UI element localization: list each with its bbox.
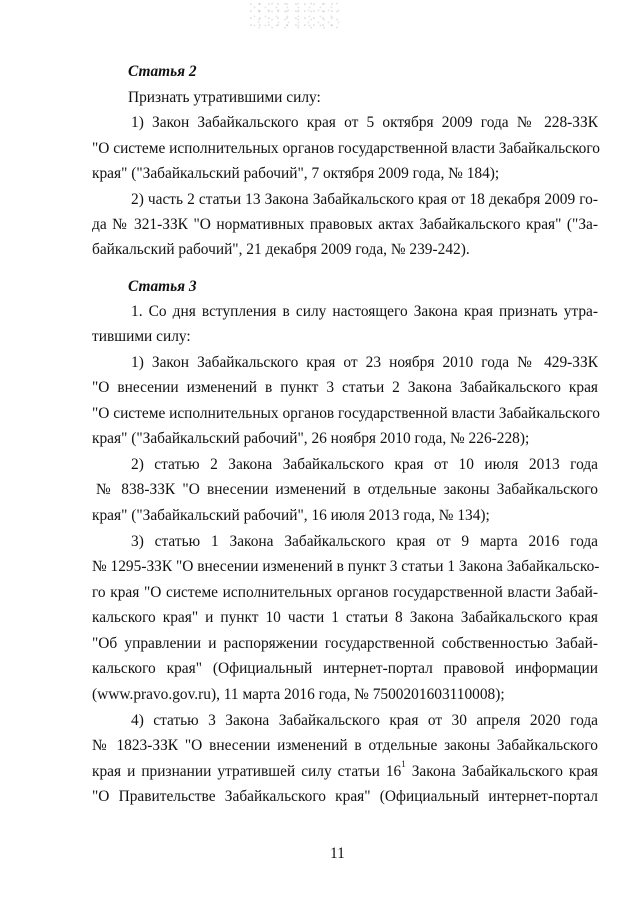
article-3-line: кальского края" и пункт 10 части 1 статьи 8 Закона Забайкальского края <box>92 609 598 626</box>
article-3-line: № 838-ЗЗК "О внесении изменений в отдельные законы Забайкальского <box>96 481 598 498</box>
article-2-line: "О системе исполнительных органов государственной власти Забайкальского <box>92 140 600 157</box>
article-3-line: "Об управлении и распоряжении государственной собственностью Забай- <box>92 635 598 652</box>
article-3-line: 3) статью 1 Закона Забайкальского края от 9 марта 2016 года <box>131 533 598 550</box>
article-3-heading: Статья 3 <box>128 278 197 295</box>
article-3-line: "О Правительстве Забайкальского края" (Официальный интернет-портал <box>92 788 598 805</box>
article-3-line: кальского края" (Официальный интернет-портал правовой информации <box>92 660 598 677</box>
superscript: 1 <box>401 759 406 769</box>
article-3-line: 1. Со дня вступления в силу настоящего Закона края признать утра- <box>131 303 598 320</box>
article-3-line: "О внесении изменений в пункт 3 статьи 2 Закона Забайкальского края <box>92 379 598 396</box>
article-3-line: 1) Закон Забайкальского края от 23 ноября 2010 года № 429-ЗЗК <box>131 354 598 371</box>
article-3-line-with-superscript <box>92 759 598 782</box>
article-3-line: (www.pravo.gov.ru), 11 марта 2016 года, № 7500201603110008); <box>92 686 505 703</box>
article-2-line: края" ("Забайкальский рабочий", 7 октября 2009 года, № 184); <box>92 165 500 182</box>
article-3-line: "О системе исполнительных органов государственной власти Забайкальского <box>92 405 600 422</box>
article-3-line: 2) статью 2 Закона Забайкальского края от 10 июля 2013 года <box>131 456 598 473</box>
article-3-line: № 1823-ЗЗК "О внесении изменений в отдельные законы Забайкальского <box>92 737 598 754</box>
scan-artifact <box>250 2 340 30</box>
line-text: Закона Забайкальского края <box>405 763 598 780</box>
article-2-line: 2) часть 2 статьи 13 Закона Забайкальского края от 18 декабря 2009 го- <box>131 191 598 208</box>
article-3-line: тившими силу: <box>92 328 191 345</box>
article-3-line: 4) статью 3 Закона Забайкальского края от 30 апреля 2020 года <box>131 712 598 729</box>
line-text: края и признании утратившей силу статьи 16 <box>92 763 402 780</box>
article-3-line: края" ("Забайкальский рабочий", 26 ноября 2010 года, № 226-228); <box>92 430 530 447</box>
article-3-line: края" ("Забайкальский рабочий", 16 июля 2013 года, № 134); <box>92 507 490 524</box>
article-3-line: го края "О системе исполнительных органов государственной власти Забай- <box>92 584 598 601</box>
page-number: 11 <box>330 845 345 862</box>
article-2-line: байкальский рабочий", 21 декабря 2009 года, № 239-242). <box>92 241 470 258</box>
article-2-line: Признать утратившими силу: <box>128 89 321 106</box>
article-3-line: № 1295-ЗЗК "О внесении изменений в пункт 3 статьи 1 Закона Забайкальско- <box>92 558 600 575</box>
article-2-heading: Статья 2 <box>128 63 197 80</box>
article-2-line: 1) Закон Забайкальского края от 5 октября 2009 года № 228-ЗЗК <box>131 114 598 131</box>
article-2-line: да № 321-ЗЗК "О нормативных правовых актах Забайкальского края" ("За- <box>92 216 598 233</box>
